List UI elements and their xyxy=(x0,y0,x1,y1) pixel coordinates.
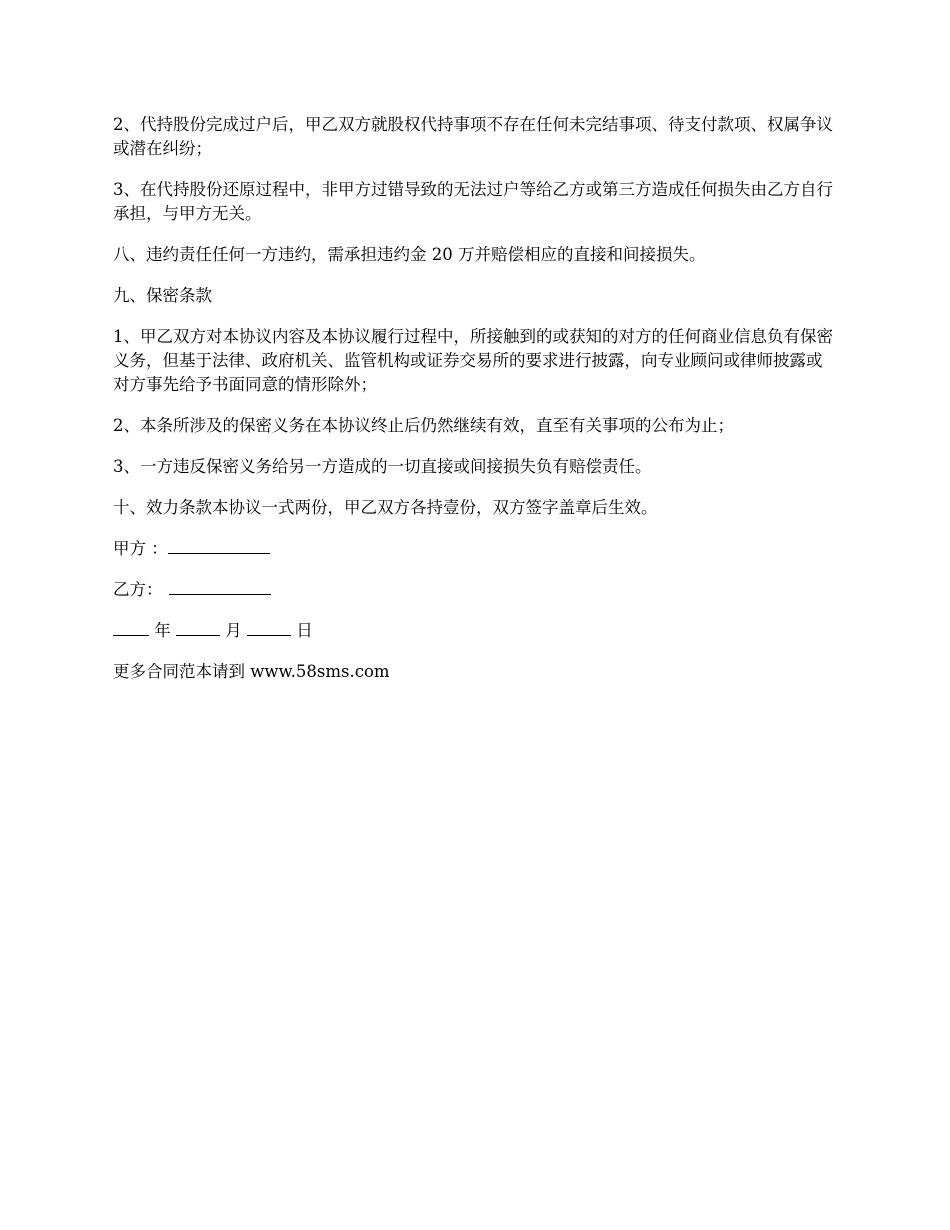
party-a-signature-line xyxy=(113,537,835,561)
clause-7-item-2: 2、代持股份完成过户后，甲乙双方就股权代持事项不存在任何未完结事项、待支付款项、权属争议或潜在纠纷； xyxy=(113,115,833,158)
party-a-label: 甲方 ： xyxy=(113,539,168,558)
year-label: 年 xyxy=(154,621,171,640)
day-label: 日 xyxy=(296,621,313,640)
clause-8-breach-liability: 八、违约责任任何一方违约，需承担违约金 20 万并赔偿相应的直接和间接损失。 xyxy=(113,245,706,264)
clause-9-heading: 九、保密条款 xyxy=(113,286,212,305)
clause-9-item-2: 2、本条所涉及的保密义务在本协议终止后仍然继续有效，直至有关事项的公布为止； xyxy=(113,416,734,435)
clause-10-effectiveness: 十、效力条款本协议一式两份，甲乙双方各持壹份，双方签字盖章后生效。 xyxy=(113,498,658,517)
party-b-signature-line xyxy=(113,578,835,602)
party-b-blank xyxy=(169,579,271,595)
clause-7-item-3: 3、在代持股份还原过程中，非甲方过错导致的无法过户等给乙方或第三方造成任何损失由乙方自行承担，与甲方无关。 xyxy=(113,180,833,223)
clause-9-item-3: 3、一方违反保密义务给另一方造成的一切直接或间接损失负有赔偿责任。 xyxy=(113,457,652,476)
clause-9-item-1: 1、甲乙双方对本协议内容及本协议履行过程中，所接触到的或获知的对方的任何商业信息负有保密义务，但基于法律、政府机关、监管机构或证券交易所的要求进行披露，向专业顾问或律师披露或对方事先给予书面同意的情形除外； xyxy=(113,327,833,394)
year-blank xyxy=(113,620,149,636)
party-a-blank xyxy=(168,538,270,554)
document-body xyxy=(113,113,835,701)
party-b-label: 乙方： xyxy=(113,580,163,599)
month-blank xyxy=(176,620,220,636)
month-label: 月 xyxy=(225,621,242,640)
day-blank xyxy=(247,620,291,636)
footer-note: 更多合同范本请到 www.58sms.com xyxy=(113,662,390,681)
date-line xyxy=(113,619,835,643)
